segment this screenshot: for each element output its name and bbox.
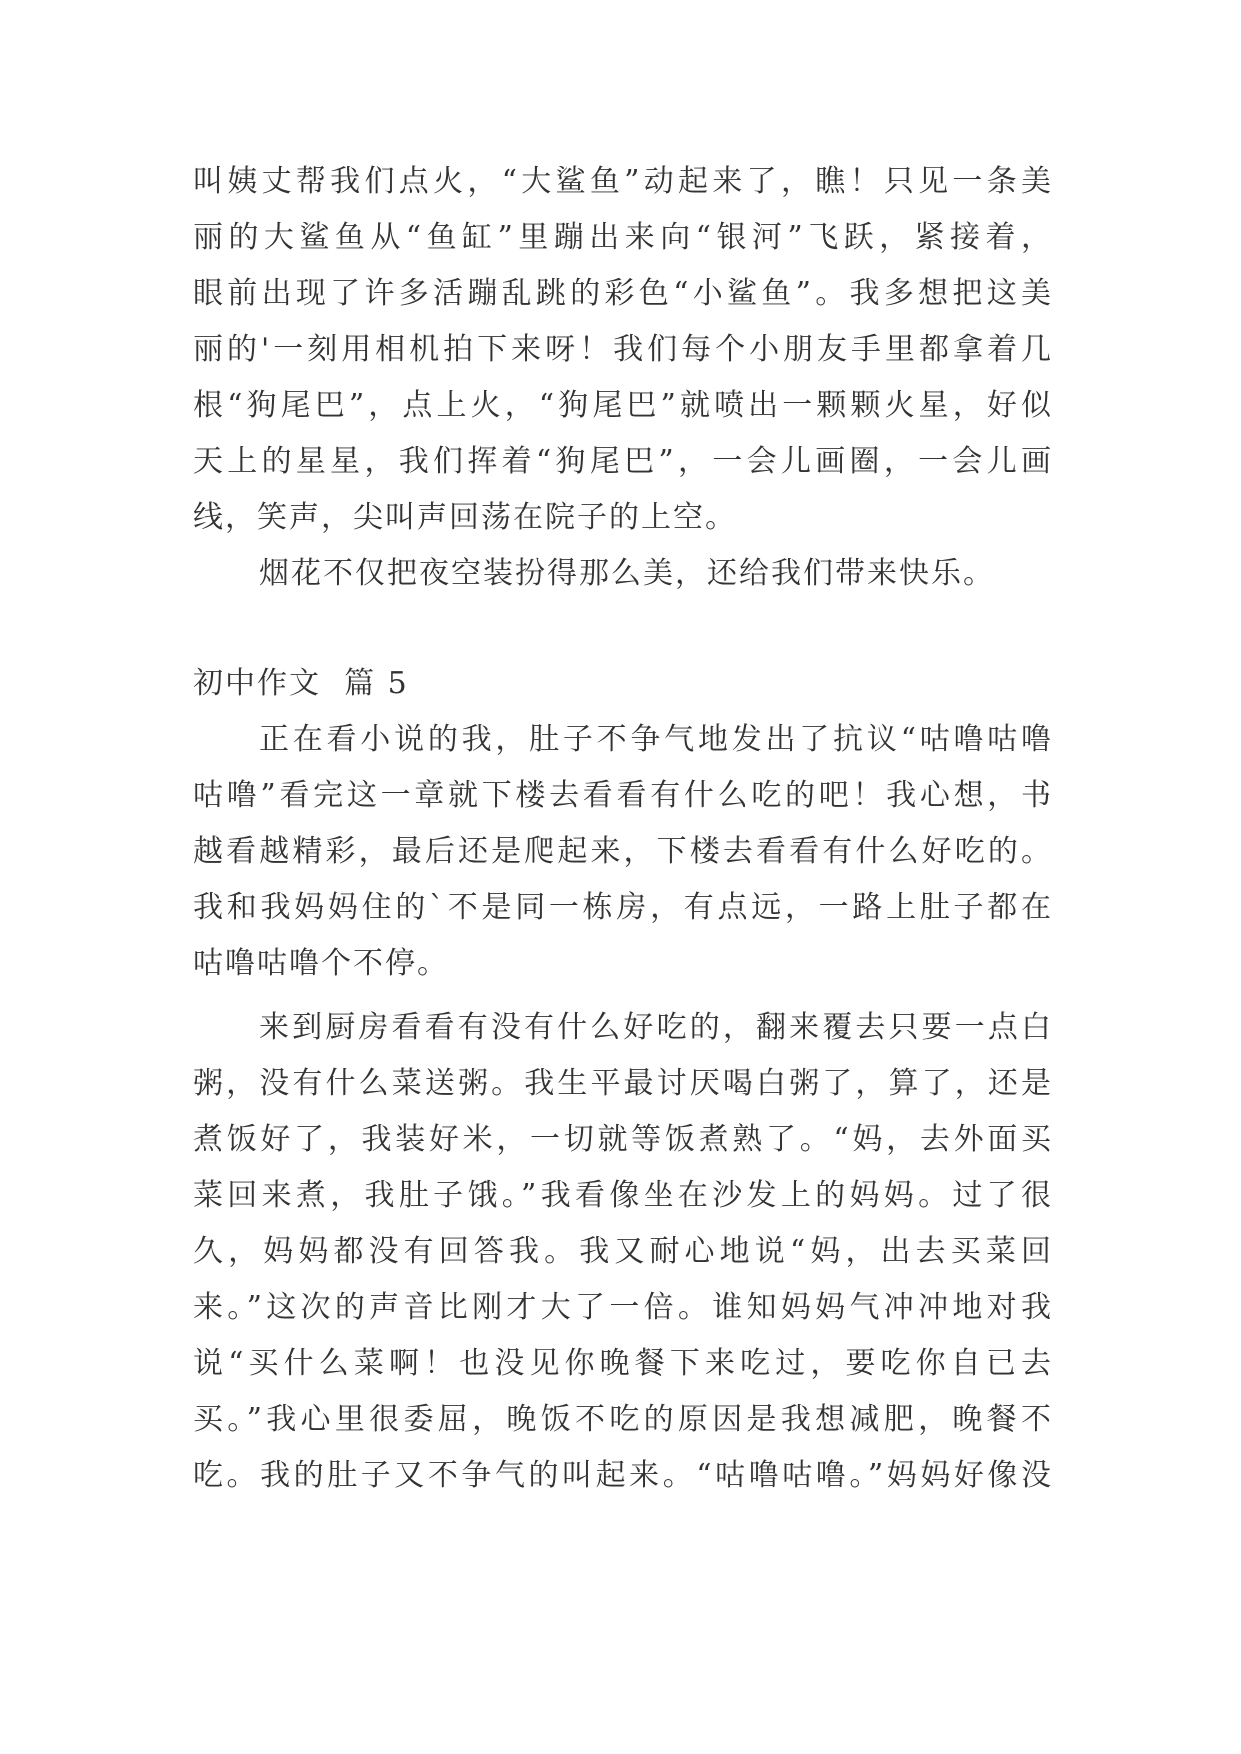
section-title: 初中作文 篇 5	[193, 666, 409, 701]
paragraph-fireworks-continued	[193, 154, 1053, 546]
text-line: 烟花不仅把夜空装扮得那么美，还给我们带来快乐。	[259, 556, 995, 591]
text-line: 说“买什么菜啊！也没见你晚餐下来吃过，要吃你自已去	[193, 1346, 1053, 1381]
text-line: 来到厨房看看有没有什么好吃的，翻来覆去只要一点白	[259, 1010, 1053, 1045]
text-line: 根“狗尾巴”，点上火，“狗尾巴”就喷出一颗颗火星，好似	[193, 388, 1053, 423]
paragraph-fireworks-conclusion	[193, 546, 1053, 602]
text-line: 线，笑声，尖叫声回荡在院子的上空。	[193, 500, 737, 535]
section-heading	[193, 656, 1053, 712]
text-line: 买。”我心里很委屈，晚饭不吃的原因是我想减肥，晚餐不	[193, 1402, 1053, 1437]
text-line: 咕噜”看完这一章就下楼去看看有什么吃的吧！我心想，书	[193, 778, 1053, 813]
paragraph-reading-novel	[193, 712, 1053, 992]
text-line: 吃。我的肚子又不争气的叫起来。“咕噜咕噜。”妈妈好像没	[193, 1458, 1053, 1493]
text-line: 正在看小说的我，肚子不争气地发出了抗议“咕噜咕噜	[259, 722, 1053, 757]
text-line: 粥，没有什么菜送粥。我生平最讨厌喝白粥了，算了，还是	[193, 1066, 1053, 1101]
text-line: 叫姨丈帮我们点火，“大鲨鱼”动起来了，瞧！只见一条美	[193, 164, 1053, 199]
paragraph-kitchen	[193, 1000, 1053, 1504]
text-line: 眼前出现了许多活蹦乱跳的彩色“小鲨鱼”。我多想把这美	[193, 276, 1053, 311]
text-line: 来。”这次的声音比刚才大了一倍。谁知妈妈气冲冲地对我	[193, 1290, 1053, 1325]
text-line: 久，妈妈都没有回答我。我又耐心地说“妈，出去买菜回	[193, 1234, 1053, 1269]
text-line: 咕噜咕噜个不停。	[193, 946, 449, 981]
text-line: 菜回来煮，我肚子饿。”我看像坐在沙发上的妈妈。过了很	[193, 1178, 1053, 1213]
text-line: 我和我妈妈住的`不是同一栋房，有点远，一路上肚子都在	[193, 890, 1053, 925]
text-line: 天上的星星，我们挥着“狗尾巴”，一会儿画圈，一会儿画	[193, 444, 1053, 479]
text-line: 丽的大鲨鱼从“鱼缸”里蹦出来向“银河”飞跃，紧接着，	[193, 220, 1053, 255]
text-line: 煮饭好了，我装好米，一切就等饭煮熟了。“妈，去外面买	[193, 1122, 1053, 1157]
text-line: 越看越精彩，最后还是爬起来，下楼去看看有什么好吃的。	[193, 834, 1053, 869]
text-line: 丽的'一刻用相机拍下来呀！我们每个小朋友手里都拿着几	[193, 332, 1053, 367]
text-column	[193, 154, 1053, 1504]
